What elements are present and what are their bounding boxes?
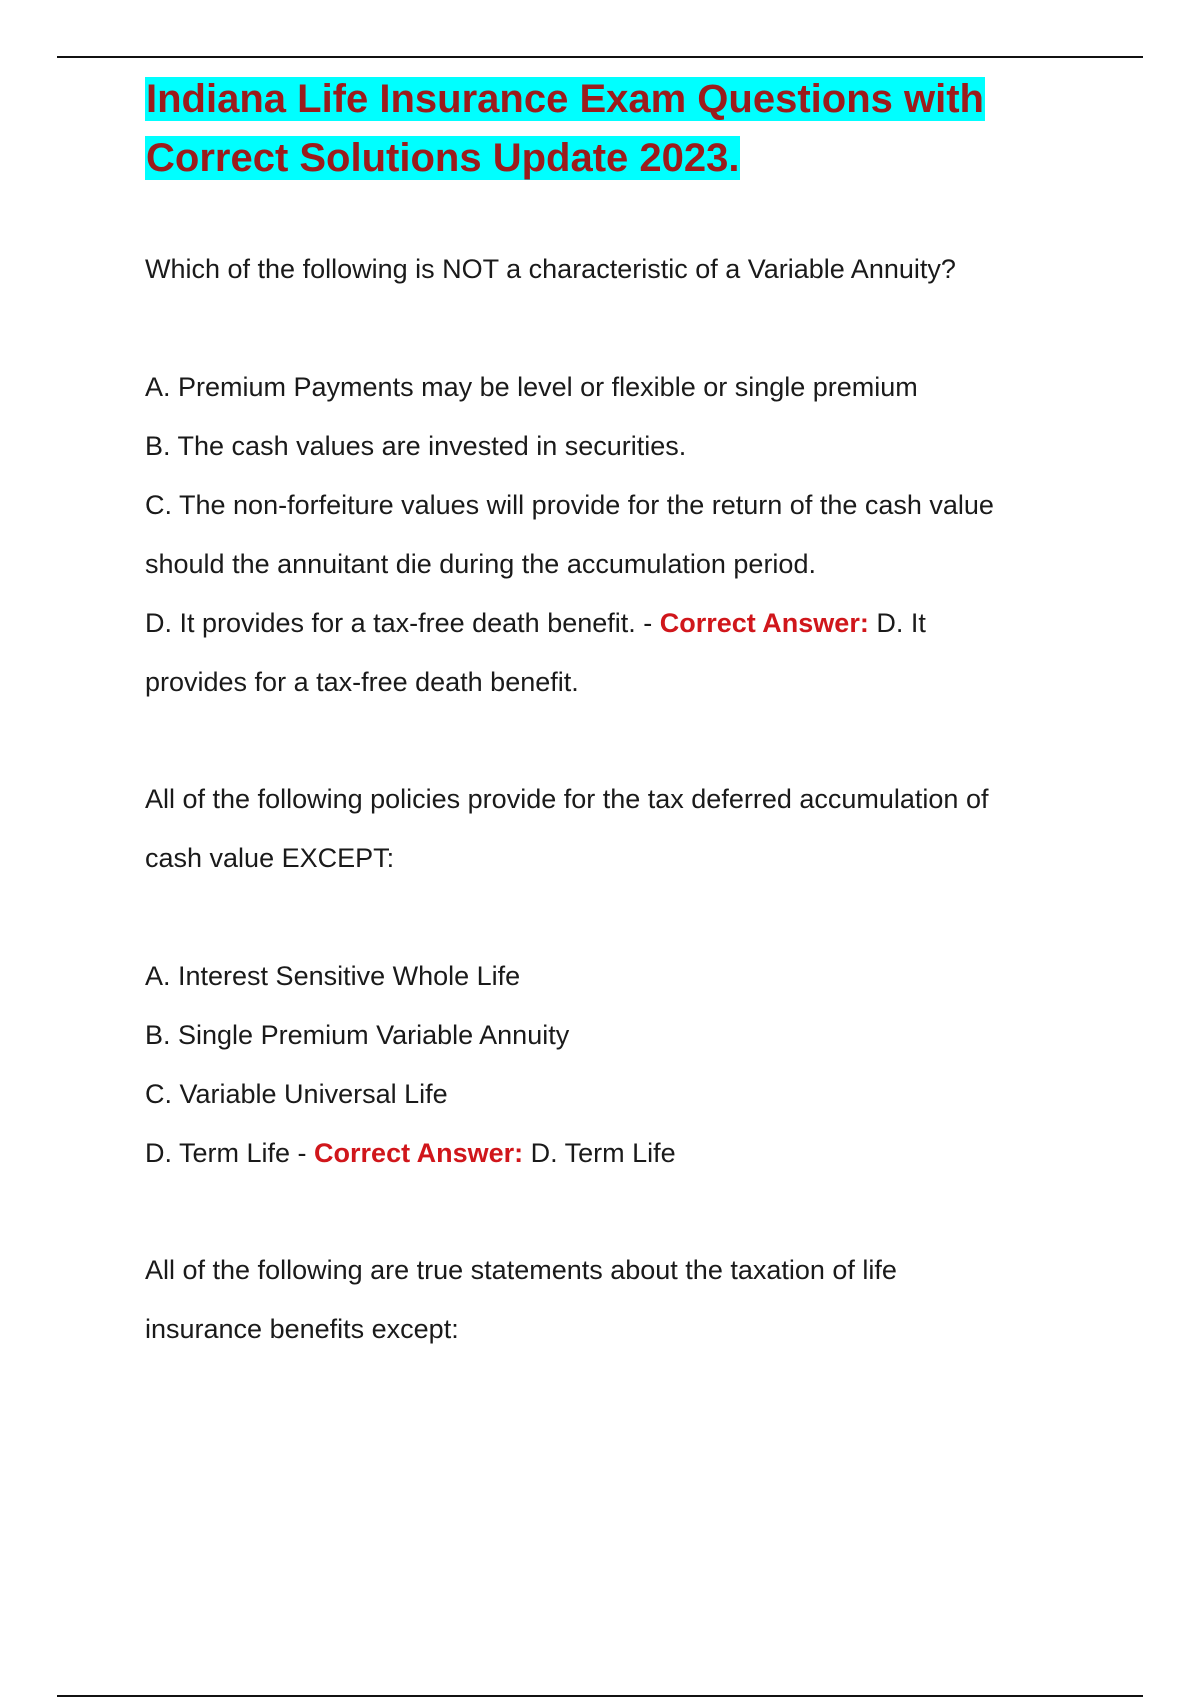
question-prompt-continued: insurance benefits except: (145, 1314, 459, 1344)
question-1 (145, 240, 1095, 712)
spacer (145, 888, 1095, 947)
question-2 (145, 770, 1095, 1183)
document-title (145, 70, 1095, 188)
correct-answer-text: D. Term Life (523, 1138, 676, 1168)
correct-answer-continued: provides for a tax-free death benefit. (145, 667, 579, 697)
option-c-continued: should the annuitant die during the accumulation period. (145, 549, 816, 579)
footer-rule (57, 1695, 1143, 1697)
correct-answer-text: D. It (868, 608, 926, 638)
title-line-1: Indiana Life Insurance Exam Questions with (146, 77, 984, 121)
option-b: B. Single Premium Variable Annuity (145, 1020, 570, 1050)
correct-answer-label: Correct Answer: (659, 608, 869, 638)
correct-answer-label: Correct Answer: (314, 1138, 524, 1168)
spacer (145, 299, 1095, 358)
option-b: B. The cash values are invested in securities. (145, 431, 687, 461)
option-d (145, 594, 1095, 653)
option-a: A. Premium Payments may be level or flexible or single premium (145, 372, 918, 402)
question-prompt: All of the following are true statements about the taxation of life (145, 1255, 897, 1285)
option-a: A. Interest Sensitive Whole Life (145, 961, 521, 991)
option-c: C. The non-forfeiture values will provide for the return of the cash value (145, 490, 994, 520)
option-d-text: D. It provides for a tax-free death benefit. - (145, 608, 660, 638)
option-d (145, 1124, 1095, 1183)
title-line-2: Correct Solutions Update 2023. (146, 136, 740, 180)
header-rule (57, 56, 1143, 58)
question-prompt-continued: cash value EXCEPT: (145, 843, 395, 873)
question-prompt: Which of the following is NOT a characteristic of a Variable Annuity? (145, 254, 956, 284)
document-body (145, 70, 1095, 1359)
option-c: C. Variable Universal Life (145, 1079, 448, 1109)
question-3 (145, 1241, 1095, 1359)
question-prompt: All of the following policies provide for the tax deferred accumulation of (145, 784, 989, 814)
option-d-text: D. Term Life - (145, 1138, 315, 1168)
